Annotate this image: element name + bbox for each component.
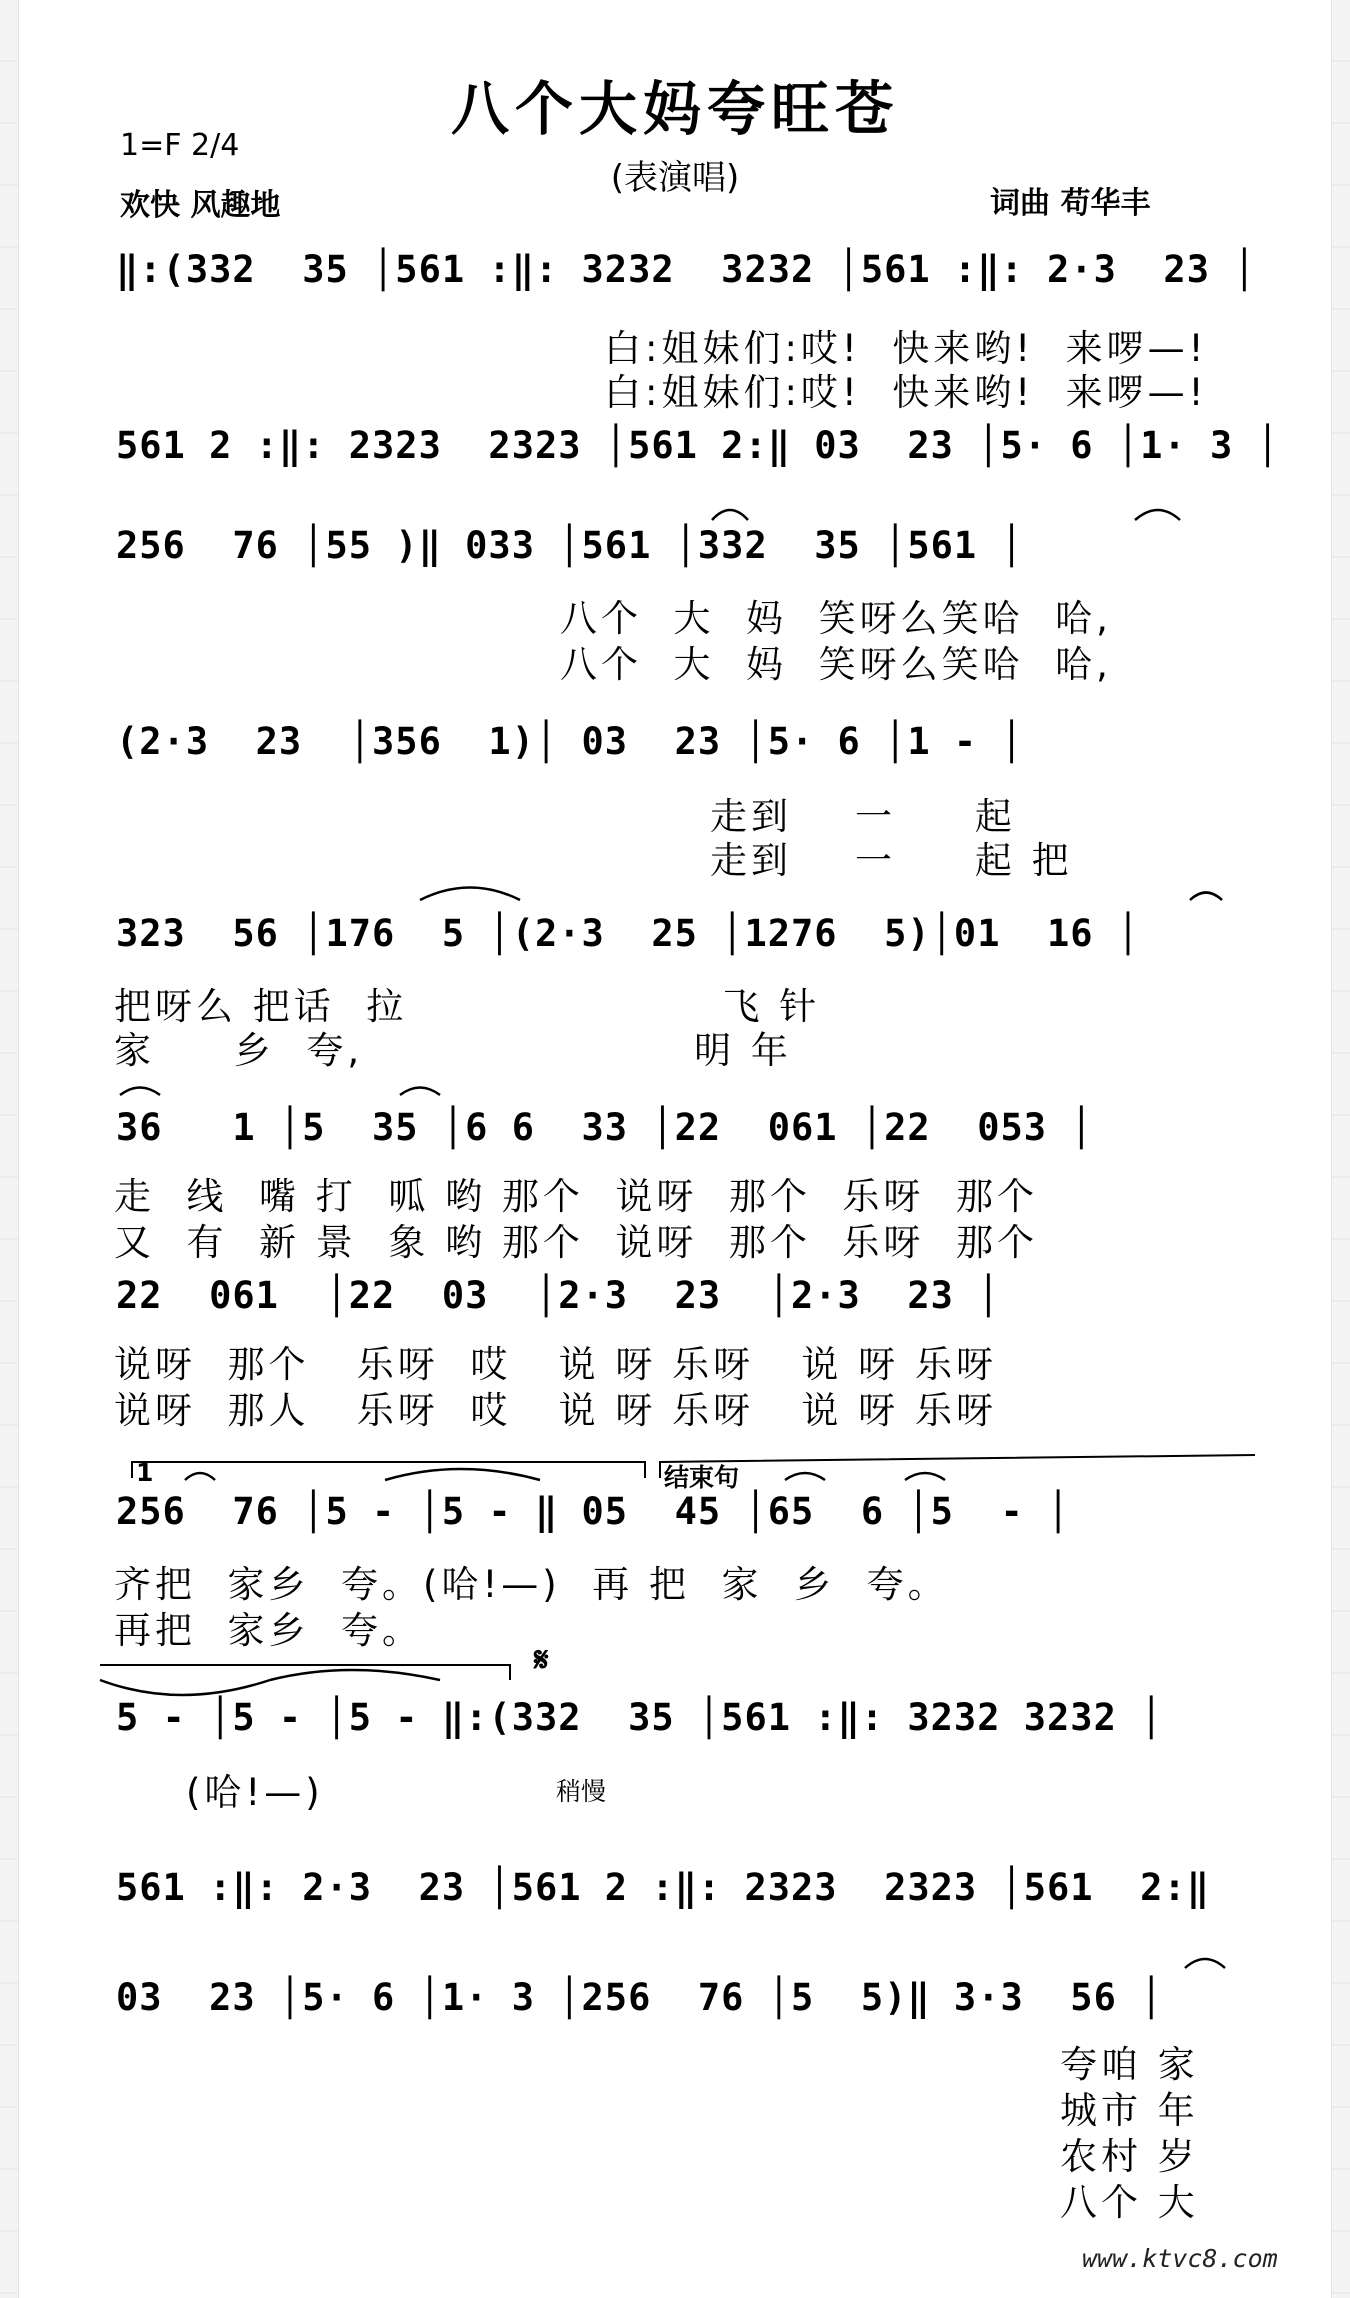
- left-margin-strip: [0, 0, 19, 2298]
- ending-label: 结束句: [664, 1463, 740, 1492]
- lyric-line-8a: 齐把 家乡 夸。(哈!—) 再 把 家 乡 夸。: [114, 1563, 949, 1606]
- lyric-line-11b: 城市 年: [1060, 2089, 1199, 2132]
- lyric-line-7b: 说呀 那人 乐呀 哎 说 呀 乐呀 说 呀 乐呀: [114, 1389, 997, 1432]
- lyric-line-11a: 夸咱 家: [1060, 2043, 1199, 2086]
- lyric-line-3a: 八个 大 妈 笑呀么笑哈 哈,: [560, 597, 1112, 640]
- lyric-line-9a: (哈!—): [186, 1771, 324, 1814]
- lyric-line-4a: 走到 一 起: [710, 795, 1016, 838]
- song-subtitle: (表演唱): [610, 158, 740, 198]
- lyric-line-11c: 农村 岁: [1060, 2135, 1199, 2178]
- right-margin-strip: [1331, 0, 1350, 2298]
- volta-number: 1: [136, 1458, 154, 1487]
- notation-line-11: 03 23 │5· 6 │1· 3 │256 76 │5 5)‖ 3·3 56 │: [116, 1976, 1164, 2019]
- lyric-line-11d: 八个 大: [1060, 2181, 1199, 2224]
- notation-line-6: 36 1 │5 35 │6 6 33 │22 061 │22 053 │: [116, 1106, 1094, 1149]
- notation-line-5: 323 56 │176 5 │(2·3 25 │1276 5)│01 16 │: [116, 912, 1141, 955]
- notation-line-8: 256 76 │5 - │5 - ‖ 05 45 │65 6 │5 - │: [116, 1490, 1071, 1533]
- notation-line-1: ‖:(332 35 │561 :‖: 3232 3232 │561 :‖: 2·3 23 │: [116, 248, 1257, 291]
- lyric-line-8b: 再把 家乡 夸。: [114, 1609, 424, 1652]
- tempo-marking: 欢快 风趣地: [120, 188, 281, 223]
- lyric-line-5a: 把呀么 把话 拉 飞 针: [114, 985, 821, 1028]
- lyric-line-7a: 说呀 那个 乐呀 哎 说 呀 乐呀 说 呀 乐呀: [114, 1343, 997, 1386]
- composer-credit: 词曲 苟华丰: [990, 186, 1151, 221]
- notation-line-4: (2·3 23 │356 1)│ 03 23 │5· 6 │1 - │: [116, 720, 1024, 763]
- segno-sign: 𝄋: [534, 1640, 549, 1680]
- key-time-signature: 1=F 2/4: [120, 128, 240, 163]
- lyric-line-3b: 八个 大 妈 笑呀么笑哈 哈,: [560, 643, 1112, 686]
- notation-line-3: 256 76 │55 )‖ 033 │561 │332 35 │561 │: [116, 524, 1024, 567]
- lyric-line-5b: 家 乡 夸, 明 年: [114, 1029, 792, 1072]
- notation-line-2: 561 2 :‖: 2323 2323 │561 2:‖ 03 23 │5· 6 │1· 3 │: [116, 424, 1280, 467]
- site-watermark: www.ktvc8.com: [1082, 2244, 1278, 2273]
- lyric-line-6a: 走 线 嘴 打 呱 哟 那个 说呀 那个 乐呀 那个: [114, 1175, 1038, 1218]
- song-title: 八个大妈夸旺苍: [450, 75, 899, 143]
- lyric-line-1b: 白:姐妹们:哎! 快来哟! 来啰—!: [604, 371, 1208, 414]
- lyric-line-1a: 白:姐妹们:哎! 快来哟! 来啰—!: [604, 327, 1208, 370]
- notation-line-7: 22 061 │22 03 │2·3 23 │2·3 23 │: [116, 1274, 1001, 1317]
- lyric-line-4b: 走到 一 起 把: [710, 839, 1073, 882]
- notation-line-10: 561 :‖: 2·3 23 │561 2 :‖: 2323 2323 │561 2:‖: [116, 1866, 1210, 1909]
- tempo-direction: 稍慢: [556, 1777, 607, 1806]
- lyric-line-6b: 又 有 新 景 象 哟 那个 说呀 那个 乐呀 那个: [114, 1221, 1038, 1264]
- notation-line-9: 5 - │5 - │5 - ‖:(332 35 │561 :‖: 3232 3232 │: [116, 1696, 1164, 1739]
